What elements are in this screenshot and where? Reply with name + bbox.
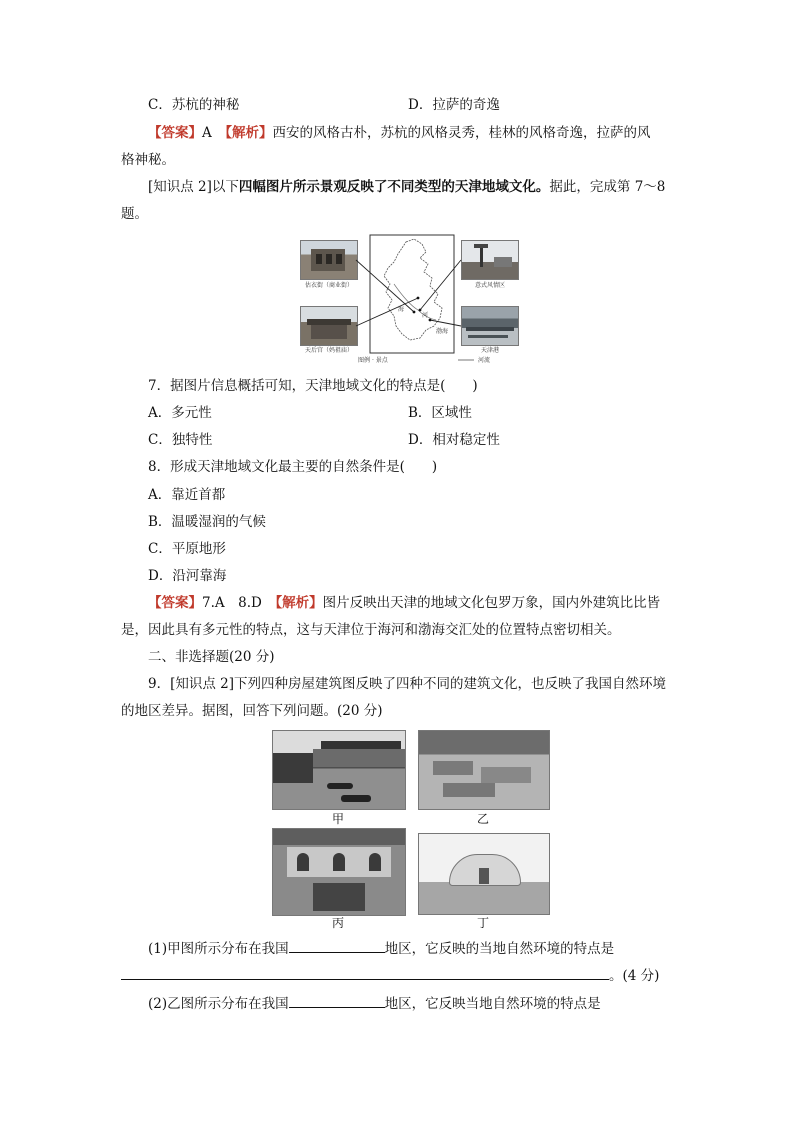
map-label-he: 河 — [422, 312, 429, 319]
q9-sub1-middle: 地区，它反映的当地自然环境的特点是 — [384, 941, 615, 957]
photo-bing-cave-dwelling — [272, 828, 406, 916]
q8-stem: 8．形成天津地域文化最主要的自然条件是( ) — [148, 459, 438, 475]
analysis-tag: 【解析】 — [275, 595, 323, 611]
analysis-7-8-2: 是，因此具有多元性的特点，这与天津位于海河和渤海交汇处的位置特点密切相关。 — [121, 622, 621, 638]
answer-7-8-line — [148, 594, 660, 612]
photo-2-caption: 天后宫（妈祖庙） — [304, 347, 353, 354]
photo-4-caption: 天津港 — [480, 347, 499, 354]
q8-option-a: A．靠近首都 — [148, 487, 226, 503]
q9-sub2-prefix: (2)乙图所示分布在我国 — [148, 996, 289, 1012]
q7-option-c: C．独特性 — [148, 432, 213, 448]
q9-stem-2: 的地区差异。据图，回答下列问题。(20 分) — [121, 703, 383, 719]
q9-sub2-middle: 地区，它反映当地自然环境的特点是 — [384, 996, 601, 1012]
q9-sub1-blank-feature[interactable] — [121, 965, 609, 980]
caption-jia: 甲 — [331, 812, 344, 826]
tianjin-map-figure — [298, 234, 520, 368]
q7-option-a: A．多元性 — [148, 405, 212, 421]
legend-prefix: 图例 — [358, 357, 371, 364]
photo-jia-water-town — [272, 730, 406, 810]
intro-7-8-line-1 — [148, 178, 665, 196]
caption-ding: 丁 — [476, 916, 489, 930]
photo-yi-courtyard — [418, 730, 550, 810]
intro-prefix: [知识点 2]以下 — [148, 179, 239, 195]
q9-sub1-prefix: (1)甲图所示分布在我国 — [148, 941, 289, 957]
map-label-bohai: 渤海 — [436, 328, 449, 335]
section-2-title: 二、非选择题(20 分) — [148, 649, 275, 665]
photo-ding-yurt — [418, 833, 550, 915]
answer-tag: 【答案】 — [148, 595, 202, 611]
answer-7-8: 7.A 8.D — [202, 595, 262, 611]
intro-7-8-line-2: 题。 — [121, 206, 148, 222]
photo-3-caption: 意式风情区 — [474, 282, 505, 289]
q9-sub1-line-2 — [121, 965, 659, 985]
q6-analysis-2: 格神秘。 — [121, 152, 175, 168]
q9-stem-1: 9．[知识点 2]下列四种房屋建筑图反映了四种不同的建筑文化，也反映了我国自然环境 — [148, 676, 667, 692]
legend-point: 景点 — [375, 357, 388, 364]
q9-sub2-blank-region[interactable] — [289, 993, 385, 1008]
q9-sub1-end: 。(4 分) — [609, 968, 660, 984]
tianjin-outline-map — [298, 234, 520, 368]
photo-1-caption: 估衣街（商业街） — [304, 282, 353, 289]
q6-answer-line — [148, 124, 651, 142]
map-legend — [358, 357, 388, 364]
intro-suffix: 据此，完成第 7～8 — [549, 179, 666, 195]
q6-analysis-1: 西安的风格古朴，苏杭的风格灵秀，桂林的风格奇逸，拉萨的风 — [272, 125, 651, 141]
q6-option-c: C．苏杭的神秘 — [148, 97, 240, 113]
q7-stem: 7．据图片信息概括可知，天津地域文化的特点是( ) — [148, 378, 478, 394]
q8-option-b: B．温暖湿润的气候 — [148, 514, 266, 530]
q9-sub1-blank-region[interactable] — [289, 938, 385, 953]
q8-option-c: C．平原地形 — [148, 541, 226, 557]
map-label-hai: 海 — [398, 306, 405, 313]
q6-option-d: D．拉萨的奇逸 — [408, 97, 500, 113]
caption-bing: 丙 — [331, 916, 344, 930]
q6-answer: A — [202, 125, 212, 141]
q7-option-d: D．相对稳定性 — [408, 432, 500, 448]
q7-option-b: B．区域性 — [408, 405, 472, 421]
q8-option-d: D．沿河靠海 — [148, 568, 227, 584]
q9-sub1-line — [148, 938, 614, 958]
legend-dot: · — [371, 357, 374, 364]
answer-tag: 【答案】 — [148, 125, 202, 141]
intro-bold: 四幅图片所示景观反映了不同类型的天津地域文化。 — [238, 179, 550, 195]
legend-river: 河流 — [478, 357, 491, 364]
analysis-tag: 【解析】 — [225, 125, 273, 141]
analysis-7-8-1: 图片反映出天津的地域文化包罗万象，国内外建筑比比皆 — [322, 595, 661, 611]
q9-sub2-line — [148, 993, 601, 1013]
caption-yi: 乙 — [476, 812, 489, 826]
